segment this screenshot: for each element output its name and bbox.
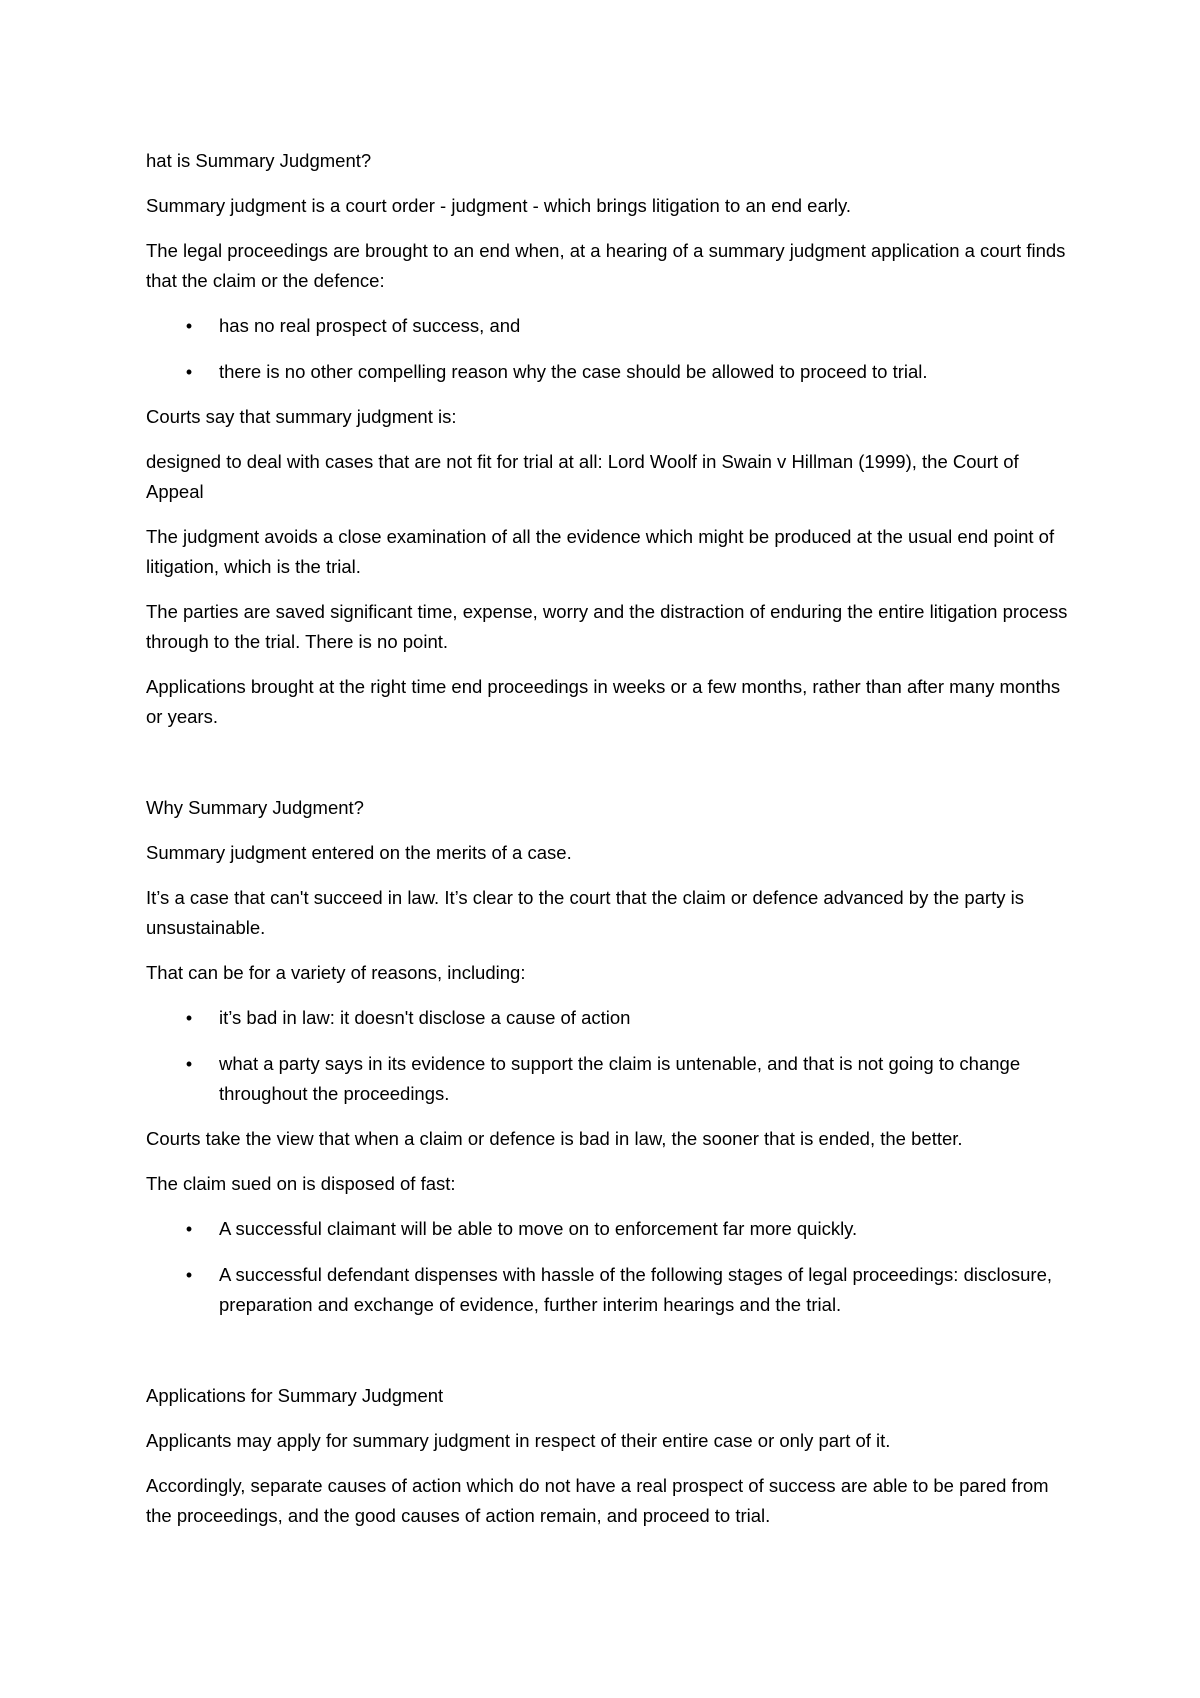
bullet-icon xyxy=(183,1049,195,1079)
section-heading: hat is Summary Judgment? xyxy=(146,150,372,171)
list-item-text: has no real prospect of success, and xyxy=(219,315,521,336)
bullet-list xyxy=(146,311,1076,387)
list-item xyxy=(146,357,1076,387)
paragraph: Accordingly, separate causes of action which do not have a real prospect of success are able to be pared from the proceedings, and the good causes of action remain, and proceed to trial. xyxy=(146,1475,1049,1526)
paragraph: Summary judgment entered on the merits of a case. xyxy=(146,842,572,863)
document-page xyxy=(146,146,1076,1546)
section-heading: Why Summary Judgment? xyxy=(146,797,364,818)
paragraph: The judgment avoids a close examination of all the evidence which might be produced at the usual end point of litigation, which is the trial. xyxy=(146,526,1055,577)
list-item xyxy=(146,1003,1076,1033)
bullet-icon xyxy=(183,1003,195,1033)
list-item xyxy=(146,1214,1076,1244)
list-item-text: it’s bad in law: it doesn't disclose a cause of action xyxy=(219,1007,631,1028)
paragraph: That can be for a variety of reasons, including: xyxy=(146,962,526,983)
list-item-text: A successful claimant will be able to move on to enforcement far more quickly. xyxy=(219,1218,858,1239)
section-heading: Applications for Summary Judgment xyxy=(146,1385,444,1406)
paragraph: Courts take the view that when a claim or defence is bad in law, the sooner that is ended, the better. xyxy=(146,1128,963,1149)
section-spacer xyxy=(146,1335,1076,1381)
list-item xyxy=(146,1260,1076,1320)
paragraph: The legal proceedings are brought to an end when, at a hearing of a summary judgment application a court finds that the claim or the defence: xyxy=(146,240,1066,291)
paragraph: Applicants may apply for summary judgment in respect of their entire case or only part of it. xyxy=(146,1430,891,1451)
paragraph: The parties are saved significant time, expense, worry and the distraction of enduring the entire litigation process through to the trial. There is no point. xyxy=(146,601,1068,652)
bullet-list xyxy=(146,1214,1076,1320)
paragraph: designed to deal with cases that are not fit for trial at all: Lord Woolf in Swain v Hillman (1999), the Court of Appeal xyxy=(146,451,1019,502)
bullet-icon xyxy=(183,1214,195,1244)
bullet-icon xyxy=(183,1260,195,1290)
paragraph: Summary judgment is a court order - judgment - which brings litigation to an end early. xyxy=(146,195,852,216)
list-item-text: A successful defendant dispenses with hassle of the following stages of legal proceedings: disclosure, preparation and exchange of evidence, further interim hearings and the trial. xyxy=(219,1264,1052,1315)
list-item xyxy=(146,311,1076,341)
paragraph: It’s a case that can't succeed in law. It’s clear to the court that the claim or defence advanced by the party is unsustainable. xyxy=(146,887,1024,938)
paragraph: The claim sued on is disposed of fast: xyxy=(146,1173,456,1194)
paragraph: Courts say that summary judgment is: xyxy=(146,406,457,427)
list-item-text: what a party says in its evidence to support the claim is untenable, and that is not going to change throughout the proceedings. xyxy=(219,1053,1021,1104)
bullet-icon xyxy=(183,357,195,387)
paragraph: Applications brought at the right time end proceedings in weeks or a few months, rather than after many months or years. xyxy=(146,676,1061,727)
list-item xyxy=(146,1049,1076,1109)
bullet-list xyxy=(146,1003,1076,1109)
bullet-icon xyxy=(183,311,195,341)
list-item-text: there is no other compelling reason why the case should be allowed to proceed to trial. xyxy=(219,361,928,382)
section-spacer xyxy=(146,747,1076,793)
